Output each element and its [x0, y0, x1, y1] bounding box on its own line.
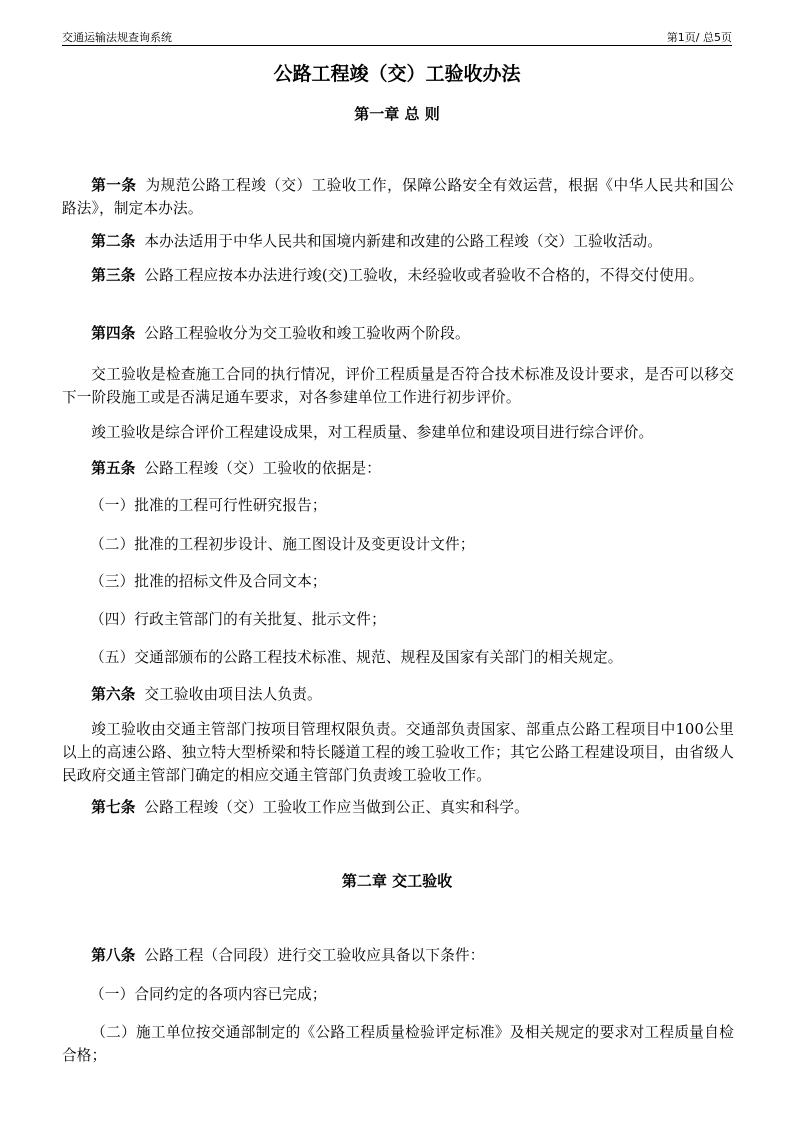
list-item-text: （一）合同约定的各项内容已完成； — [90, 986, 327, 1003]
list-item-text: （三）批准的招标文件及合同文本； — [90, 573, 327, 590]
header-divider — [62, 45, 732, 46]
article-8 — [62, 944, 734, 967]
list-item — [90, 646, 730, 669]
article-7 — [62, 796, 734, 819]
system-name: 交通运输法规查询系统 — [62, 31, 172, 44]
paragraph-text: 交工验收是检查施工合同的执行情况，评价工程质量是否符合技术标准及设计要求，是否可以移交下一阶段施工或是否满足通车要求，对各参建单位工作进行初步评价。 — [62, 366, 734, 406]
paragraph — [62, 718, 734, 787]
article-2 — [62, 230, 734, 253]
article-5 — [62, 457, 734, 480]
list-item-text: （二）施工单位按交通部制定的《公路工程质量检验评定标准》及相关规定的要求对工程质量自检合格； — [62, 1024, 734, 1064]
list-item-text: （二）批准的工程初步设计、施工图设计及变更设计文件； — [90, 536, 475, 553]
article-label: 第二条 — [91, 233, 136, 250]
chapter-1-title: 第一章 总 则 — [354, 105, 440, 123]
article-label: 第八条 — [91, 947, 136, 964]
article-3 — [62, 264, 734, 287]
article-label: 第四条 — [91, 325, 136, 342]
article-label: 第三条 — [91, 267, 136, 284]
list-item — [90, 570, 730, 593]
article-1 — [62, 174, 734, 220]
list-item — [90, 533, 730, 556]
article-label: 第六条 — [91, 686, 136, 703]
page-indicator: 第1页/ 总5页 — [666, 31, 732, 44]
document-title: 公路工程竣（交）工验收办法 — [273, 63, 521, 85]
paragraph-text: 竣工验收由交通主管部门按项目管理权限负责。交通部负责国家、部重点公路工程项目中100公里以上的高速公路、独立特大型桥梁和特长隧道工程的竣工验收工作；其它公路工程建设项目，由省级人民政府交通主管部门确定的相应交通主管部门负责竣工验收工作。 — [62, 721, 734, 784]
article-text: 为规范公路工程竣（交）工验收工作，保障公路安全有效运营，根据《中华人民共和国公路法》，制定本办法。 — [62, 177, 734, 217]
article-text: 本办法适用于中华人民共和国境内新建和改建的公路工程竣（交）工验收活动。 — [144, 233, 663, 250]
list-item-text: （四）行政主管部门的有关批复、批示文件； — [90, 611, 386, 628]
article-label: 第一条 — [91, 177, 137, 194]
paragraph — [62, 363, 734, 409]
article-4 — [62, 322, 734, 345]
list-item — [90, 983, 730, 1006]
list-item — [90, 494, 730, 517]
chapter-2-title: 第二章 交工验收 — [341, 872, 453, 890]
paragraph-text: 竣工验收是综合评价工程建设成果，对工程质量、参建单位和建设项目进行综合评价。 — [91, 424, 654, 441]
article-text: 交工验收由项目法人负责。 — [144, 686, 322, 703]
paragraph — [62, 421, 734, 444]
article-text: 公路工程应按本办法进行竣(交)工验收，未经验收或者验收不合格的，不得交付使用。 — [144, 267, 704, 284]
article-text: 公路工程验收分为交工验收和竣工验收两个阶段。 — [144, 325, 470, 342]
article-label: 第七条 — [91, 799, 136, 816]
list-item-text: （五）交通部颁布的公路工程技术标准、规范、规程及国家有关部门的相关规定。 — [90, 649, 623, 666]
article-text: 公路工程竣（交）工验收工作应当做到公正、真实和科学。 — [144, 799, 529, 816]
list-item-text: （一）批准的工程可行性研究报告； — [90, 497, 327, 514]
article-label: 第五条 — [91, 460, 136, 477]
article-text: 公路工程（合同段）进行交工验收应具备以下条件： — [144, 947, 485, 964]
article-text: 公路工程竣（交）工验收的依据是： — [144, 460, 382, 477]
list-item — [90, 608, 730, 631]
page-header — [62, 26, 732, 46]
article-6 — [62, 683, 734, 706]
list-item — [62, 1021, 734, 1067]
